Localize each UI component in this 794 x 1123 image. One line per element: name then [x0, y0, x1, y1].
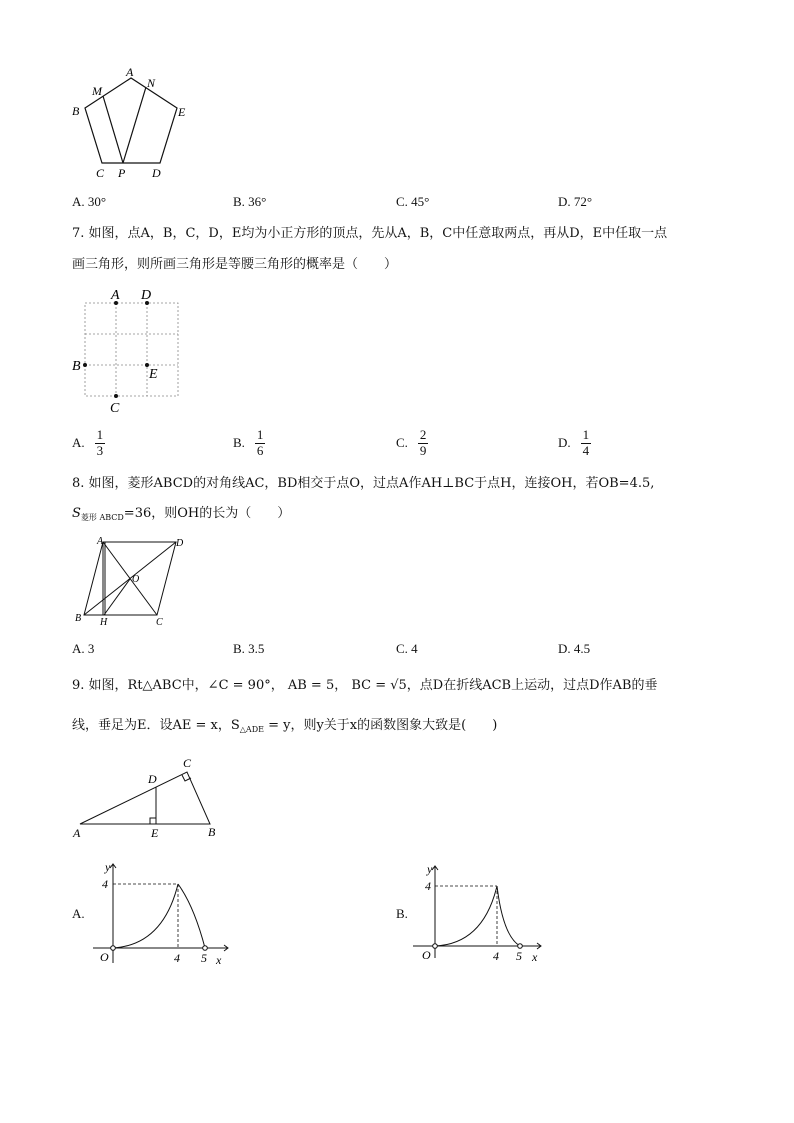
graph-b-origin-label: O: [422, 948, 431, 962]
label-c: C: [96, 166, 105, 180]
label-d: D: [152, 166, 161, 180]
q6-option-a[interactable]: A. 30°: [72, 194, 107, 209]
graph-b-x-axis-label: x: [532, 950, 538, 964]
graph-b-y-axis-label: y: [427, 862, 433, 876]
q8-text-line2: $S_{菱形 ABCD}=36$，则OH的长为（ ）: [72, 506, 291, 522]
rhombus-label-b: B: [75, 613, 82, 624]
label-p: P: [118, 166, 126, 180]
q6-option-b[interactable]: B. 36°: [233, 194, 267, 209]
triangle-figure: [70, 755, 230, 840]
q7-option-b[interactable]: B. $\frac{1}{6}$: [233, 427, 264, 458]
grid-figure: [70, 285, 190, 415]
rhombus-label-h: H: [100, 617, 108, 628]
tri-label-c: C: [183, 756, 192, 770]
q7-option-a[interactable]: A. $\frac{1}{3}$: [72, 427, 104, 458]
q7-option-c[interactable]: C. $\frac{2}{9}$: [396, 427, 427, 458]
label-m: M: [92, 84, 102, 98]
graph-b-y-tick-4: 4: [425, 879, 431, 893]
tri-label-b: B: [208, 825, 216, 839]
graph-a-x-tick-5: 5: [201, 951, 207, 965]
q8-option-c[interactable]: C. 4: [396, 641, 418, 656]
graph-a-x-tick-4: 4: [174, 951, 180, 965]
q8-text-line1: 8. 如图，菱形ABCD的对角线AC，BD相交于点O，过点A作AH⊥BC于点H，连接OH，若OB=4.5,: [72, 476, 655, 491]
q7-text-line1: 7. 如图，点A，B，C，D，E均为小正方形的顶点，先从A，B，C中任意取两点，再从D，E中任取一点: [72, 226, 668, 241]
label-b: B: [72, 104, 80, 118]
tri-label-e: E: [151, 826, 159, 840]
label-e: E: [178, 105, 186, 119]
label-n: N: [147, 76, 156, 90]
graph-b-x-tick-4: 4: [493, 949, 499, 963]
q9-option-b-label[interactable]: B.: [396, 906, 408, 921]
q7-text-line2: 画三角形，则所画三角形是等腰三角形的概率是（ ）: [72, 257, 398, 272]
q6-option-d[interactable]: D. 72°: [558, 194, 593, 209]
q8-option-b[interactable]: B. 3.5: [233, 641, 265, 656]
q9-text-line2: 线，垂足为E．设AE = x，$S_{\triangle ADE} = y$，则y关于x的函数图象大致是( ): [72, 718, 498, 734]
grid-label-d: D: [141, 288, 152, 303]
rhombus-label-o: O: [132, 574, 140, 585]
tri-label-d: D: [148, 772, 157, 786]
q7-option-d[interactable]: D. $\frac{1}{4}$: [558, 427, 590, 458]
graph-b[interactable]: [408, 858, 558, 973]
rhombus-figure: [68, 530, 193, 630]
pentagon-figure: [60, 60, 210, 185]
q8-option-d[interactable]: D. 4.5: [558, 641, 591, 656]
graph-a-origin-label: O: [100, 950, 109, 964]
q9-text-line1: 9. 如图，Rt△ABC中，∠C = 90°， AB = 5， BC = √5，点D在折线ACB上运动，过点D作AB的垂: [72, 678, 658, 693]
label-a: A: [126, 65, 134, 79]
graph-a[interactable]: [88, 858, 238, 973]
graph-a-x-axis-label: x: [216, 953, 222, 967]
graph-a-y-axis-label: y: [105, 860, 111, 874]
graph-a-y-tick-4: 4: [102, 877, 108, 891]
q8-option-a[interactable]: A. 3: [72, 641, 95, 656]
grid-label-e: E: [149, 367, 158, 382]
grid-label-b: B: [72, 359, 81, 374]
rhombus-label-a: A: [97, 536, 104, 547]
rhombus-label-d: D: [176, 538, 184, 549]
graph-b-x-tick-5: 5: [516, 949, 522, 963]
grid-label-c: C: [110, 401, 120, 415]
q9-option-a-label[interactable]: A.: [72, 906, 85, 921]
rhombus-label-c: C: [156, 617, 163, 628]
tri-label-a: A: [73, 826, 81, 840]
grid-label-a: A: [111, 288, 120, 303]
q6-option-c[interactable]: C. 45°: [396, 194, 430, 209]
